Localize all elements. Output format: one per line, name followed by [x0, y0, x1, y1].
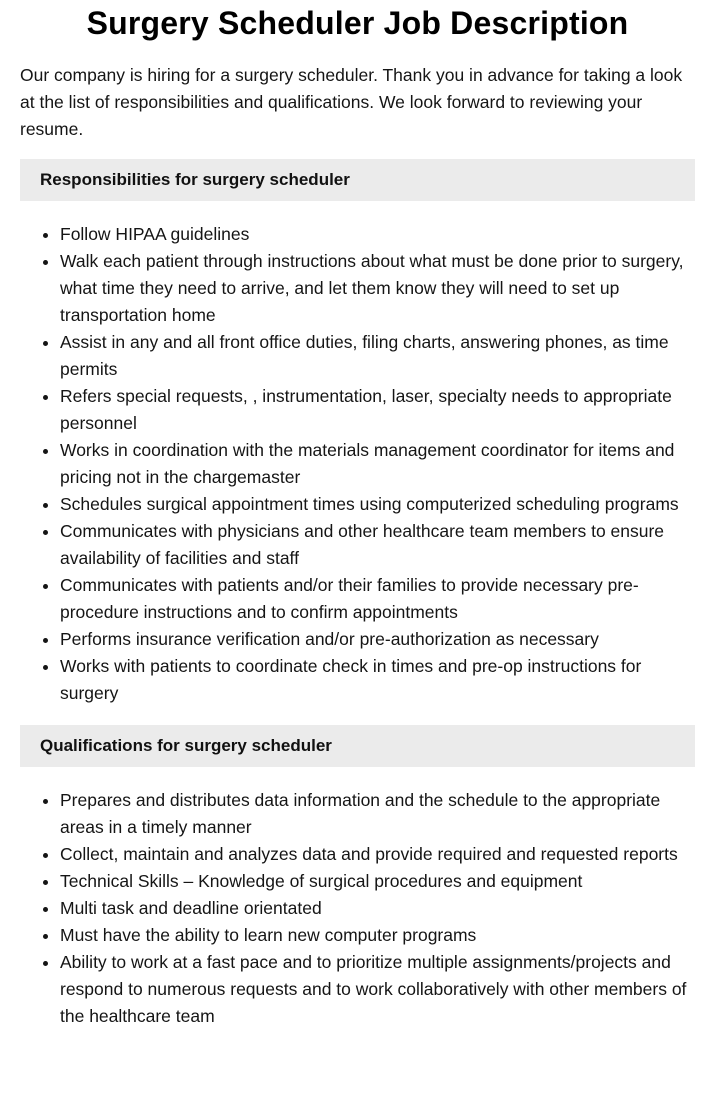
list-item: • Communicates with patients and/or their families to provide necessary pre-procedure instructions and to confirm appointments: [60, 572, 695, 626]
list-item: • Follow HIPAA guidelines: [60, 221, 695, 248]
list-item: • Performs insurance verification and/or pre-authorization as necessary: [60, 626, 695, 653]
responsibilities-section: [20, 159, 695, 707]
qualifications-list: [20, 787, 695, 1030]
list-item: • Schedules surgical appointment times using computerized scheduling programs: [60, 491, 695, 518]
list-item: • Collect, maintain and analyzes data and provide required and requested reports: [60, 841, 695, 868]
list-item: • Refers special requests, , instrumentation, laser, specialty needs to appropriate personnel: [60, 383, 695, 437]
list-item: • Assist in any and all front office duties, filing charts, answering phones, as time permits: [60, 329, 695, 383]
page-title: Surgery Scheduler Job Description: [86, 5, 629, 41]
list-item: • Must have the ability to learn new computer programs: [60, 922, 695, 949]
qualifications-heading: Qualifications for surgery scheduler: [20, 725, 695, 767]
qualifications-section: [20, 725, 695, 1030]
list-item: • Works with patients to coordinate check in times and pre-op instructions for surgery: [60, 653, 695, 707]
list-item: • Ability to work at a fast pace and to prioritize multiple assignments/projects and respond to numerous requests and to work collaboratively with other members of the healthcare team: [60, 949, 695, 1030]
responsibilities-heading: Responsibilities for surgery scheduler: [20, 159, 695, 201]
list-item: • Technical Skills – Knowledge of surgical procedures and equipment: [60, 868, 695, 895]
list-item: • Walk each patient through instructions about what must be done prior to surgery, what time they need to arrive, and let them know they will need to set up transportation home: [60, 248, 695, 329]
responsibilities-list: [20, 221, 695, 707]
list-item: • Multi task and deadline orientated: [60, 895, 695, 922]
list-item: • Works in coordination with the materials management coordinator for items and pricing not in the chargemaster: [60, 437, 695, 491]
intro-paragraph: Our company is hiring for a surgery scheduler. Thank you in advance for taking a look at the list of responsibilities and qualifications. We look forward to reviewing your resume.: [20, 65, 683, 139]
list-item: • Communicates with physicians and other healthcare team members to ensure availability of facilities and staff: [60, 518, 695, 572]
list-item: • Prepares and distributes data information and the schedule to the appropriate areas in a timely manner: [60, 787, 695, 841]
